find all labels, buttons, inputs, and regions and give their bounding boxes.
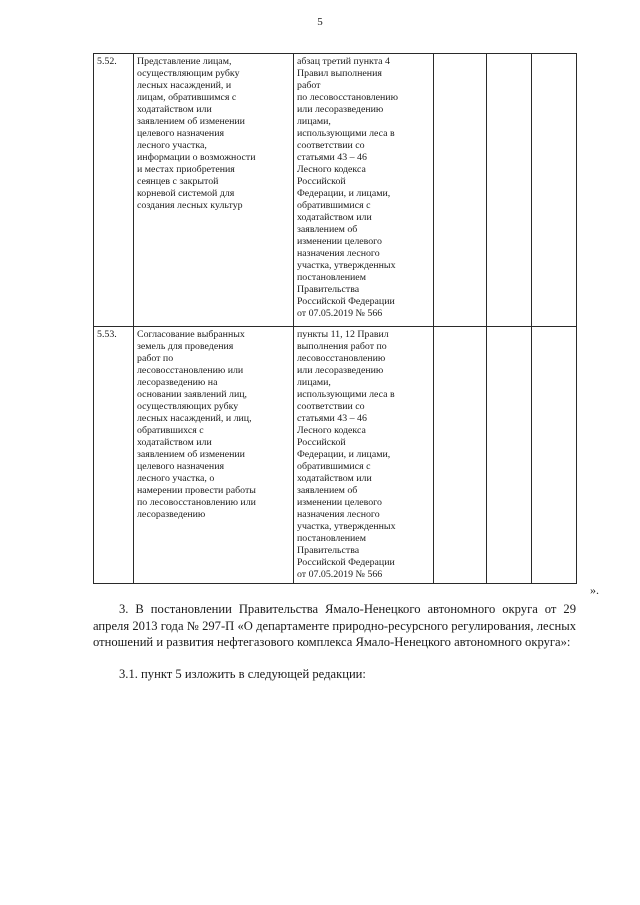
legal-basis-cell: абзац третий пункта 4 Правил выполнения работ по лесовосстановлению или лесоразведению лицами, использующими леса в соответствии со статьями 43 – 46 Лесного кодекса Российской Федерации, и лицами, обратившимися с ходатайством или заявлением об изменении целевого назначения лесного участка, утвержденных постановлением Правительства Российской Федерации от 07.05.2019 № 566: [294, 54, 434, 327]
table-row: [94, 327, 577, 584]
paragraph-3: 3. В постановлении Правительства Ямало-Ненецкого автономного округа от 29 апреля 2013 года № 297-П «О департаменте природно-ресурсного регулирования, лесных отношений и развития нефтегазового комплекса Ямало-Ненецкого автономного округа»:: [93, 602, 576, 649]
empty-cell: [532, 327, 577, 584]
empty-cell: [434, 327, 487, 584]
paragraph-3-1: 3.1. пункт 5 изложить в следующей редакции:: [119, 667, 366, 681]
empty-cell: [532, 54, 577, 327]
row-number-cell: 5.53.: [94, 327, 134, 584]
empty-cell: [434, 54, 487, 327]
service-name-cell: Согласование выбранных земель для проведения работ по лесовосстановлению или лесоразведению на основании заявлений лиц, осуществляющих рубку лесных насаждений, и лиц, обратившихся с ходатайством или заявлением об изменении целевого назначения лесного участка, о намерении провести работы по лесовосстановлению или лесоразведению: [134, 327, 294, 584]
table-row: [94, 54, 577, 327]
legal-basis-cell: пункты 11, 12 Правил выполнения работ по лесовосстановлению или лесоразведению лицами, использующими леса в соответствии со статьями 43 – 46 Лесного кодекса Российской Федерации, и лицами, обратившимися с ходатайством или заявлением об изменении целевого назначения лесного участка, утвержденных постановлением Правительства Российской Федерации от 07.05.2019 № 566: [294, 327, 434, 584]
empty-cell: [487, 327, 532, 584]
closing-quote-mark: ».: [590, 583, 599, 597]
row-number-cell: 5.52.: [94, 54, 134, 327]
document-table: [93, 53, 577, 584]
page-number: 5: [317, 16, 323, 28]
empty-cell: [487, 54, 532, 327]
service-name-cell: Представление лицам, осуществляющим рубку лесных насаждений, и лицам, обратившимся с ходатайством или заявлением об изменении целевого назначения лесного участка, информации о возможности и местах приобретения сеянцев с закрытой корневой системой для создания лесных культур: [134, 54, 294, 327]
